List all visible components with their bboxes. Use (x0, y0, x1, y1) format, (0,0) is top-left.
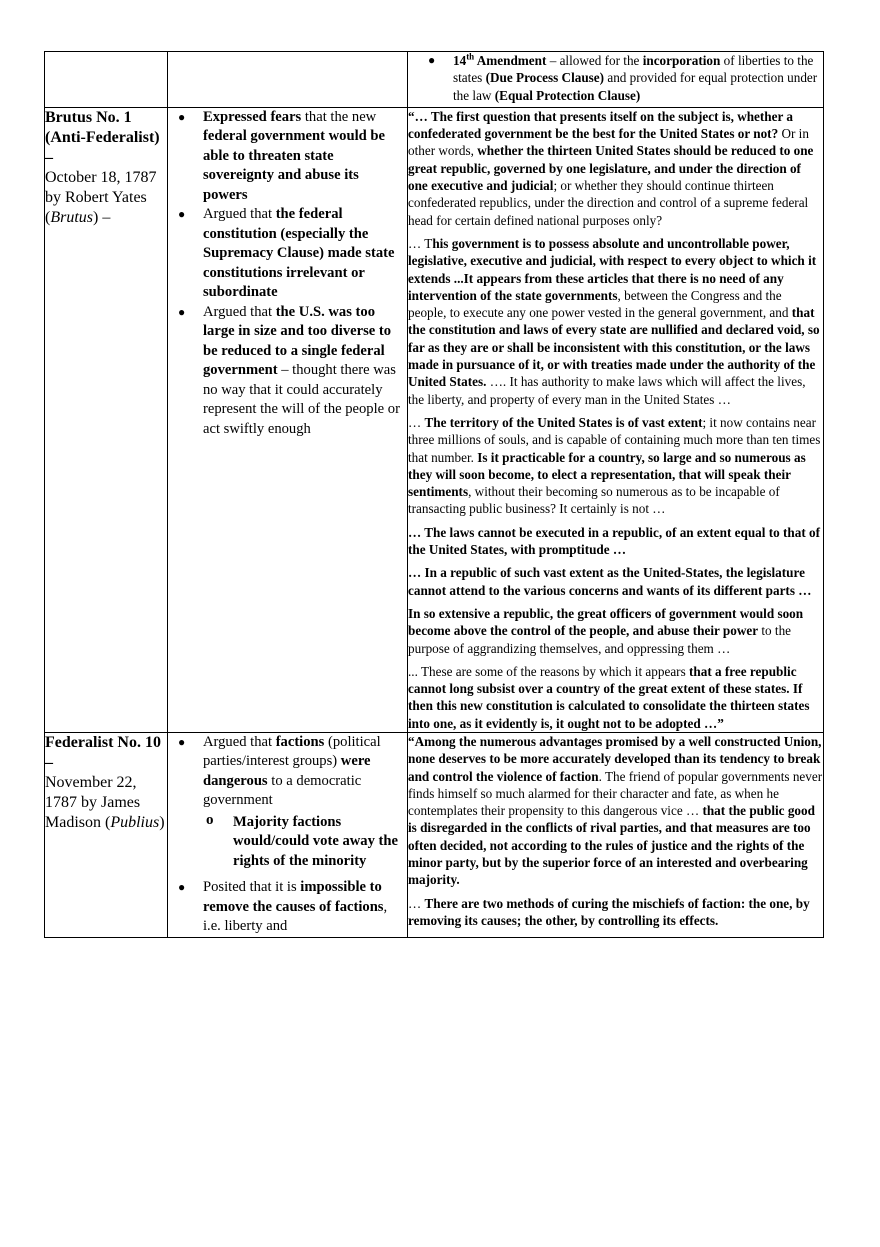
text: to the purpose of aggrandizing themselves, and oppressing them … (408, 623, 792, 656)
table-row (45, 52, 824, 108)
table-row (45, 107, 824, 732)
bold-text: In so extensive a republic, the great officers of government would soon become above the control of the people, and abuse their power (408, 605, 804, 639)
bold-text: his government is to possess absolute and uncontrollable power, legislative, executive and judicial, with respect to every object to which it extends ...It appears from these articles that there is no need of any intervention of the state governments (408, 235, 817, 303)
text: Argued that (203, 733, 276, 750)
quote-paragraph (408, 414, 823, 518)
list-item (168, 108, 407, 206)
bold-text: were dangerous (203, 753, 371, 789)
text: , i.e. liberty and (203, 898, 388, 935)
text: to a democratic government (203, 772, 362, 809)
bold-text: Expressed fears (203, 108, 302, 125)
bold-text: … The laws cannot be executed in a republic, of an extent equal to that of the United States, with promptitude … (408, 524, 820, 558)
bullet-icon: ● (428, 53, 436, 67)
bold-text: that the constitution and laws of every state are nullified and declared void, so far as they are or shall be inconsistent with this constitution, or the laws made in pursuance of it, or with treaties made under the authority of the United States. (408, 305, 820, 390)
quote-paragraph (408, 605, 823, 657)
text: ... These are some of the reasons by which it appears (408, 663, 690, 679)
text: , between the Congress and the people, to execute any one power vested in the general government, and (408, 287, 792, 321)
quote-paragraph (408, 108, 823, 229)
quote-cell (408, 107, 824, 732)
bold-text: whether the thirteen United States should be reduced to one great republic, governed by one legislature, and under the direction of one executive and judicial (408, 143, 814, 194)
text: ) – (93, 208, 111, 226)
empty-cell (168, 52, 408, 108)
bold-text: incorporation (642, 53, 721, 68)
pseudonym: Brutus (50, 208, 93, 226)
bold-text: There are two methods of curing the mischiefs of faction: the one, by removing its causes; the other, by controlling its effects. (408, 895, 810, 928)
quote-paragraph (408, 663, 823, 732)
bold-text: factions (275, 733, 325, 750)
quote-paragraph (408, 895, 823, 930)
bold-text: Majority factions would/could vote away the rights of the minority (233, 813, 398, 869)
bold-text: “… The first question that presents itself on the subject is, whether a confederated government be the best for the United States or not? (408, 108, 793, 142)
text: of liberties to the states (453, 53, 814, 86)
text: that the new (301, 108, 377, 125)
bold-text: that the public good is disregarded in the conflicts of rival parties, and that measures are too often decided, not according to the rules of justice and the rights of the minor party, but by the superior force of an interested and overbearing majority. (408, 803, 815, 888)
text: … (408, 895, 425, 911)
summary-cell (168, 732, 408, 937)
text: , without their becoming so numerous as to be incapable of transacting public business? It certainly is not … (408, 484, 780, 517)
text: Argued that (203, 206, 276, 223)
document-title-cell (45, 732, 168, 937)
amendment-cell (408, 52, 824, 108)
bold-text: “Among the numerous advantages promised by a well constructed Union, none deserves to be more accurately developed than its tendency to break and control the violence of faction (408, 733, 822, 784)
text: – allowed for the (546, 53, 643, 68)
pseudonym: Publius (110, 813, 160, 831)
text: Posited that it is (203, 879, 301, 896)
text: (political parties/interest groups) (203, 733, 381, 770)
text: …. It has authority to make laws which will affect the lives, the liberty, and property of every man in the United States … (408, 374, 806, 407)
bold-text: impossible to remove the causes of factions (203, 879, 384, 915)
list-item (168, 733, 407, 872)
quote-paragraph (408, 733, 823, 889)
list-item (168, 205, 407, 303)
quote-paragraph (408, 564, 823, 599)
text: Or in other words, (408, 126, 809, 159)
amendment-suffix: th (466, 51, 475, 62)
bold-text: The territory of the United States is of vast extent (424, 414, 703, 430)
list-item (168, 303, 407, 440)
bold-text: federal government would be able to threaten state sovereignty and abuse its powers (203, 128, 385, 203)
bold-text: the federal constitution (especially the Supremacy Clause) made state constitutions irrelevant or subordinate (203, 206, 395, 301)
text: – thought there was no way that it could accurately represent the will of the people or act swiftly enough (203, 362, 400, 437)
amendment-word: Amendment (476, 53, 547, 68)
amendment-number: 14 (453, 53, 467, 68)
text: … (408, 414, 425, 430)
bold-text: (Due Process Clause) (485, 70, 605, 86)
sub-list-item (203, 813, 407, 872)
bold-text: that a free republic cannot long subsist over a country of the great extent of these states. If then this new constitution is calculated to consolidate the thirteen states into one, as it evidently is, it ought not to be adopted …” (408, 663, 810, 731)
list-item (168, 878, 407, 937)
date-author: November 22, 1787 by James Madison ( (45, 773, 141, 831)
date-author: October 18, 1787 by Robert Yates ( (45, 168, 157, 226)
bold-text: (Equal Protection Clause) (494, 87, 641, 103)
summary-list (168, 108, 407, 440)
bold-text: the U.S. was too large in size and too diverse to be reduced to a single federal government (203, 303, 392, 379)
text: … T (408, 235, 433, 251)
summary-cell (168, 107, 408, 732)
list-item (408, 52, 823, 107)
document-table (44, 51, 824, 938)
bold-text: … In a republic of such vast extent as the United-States, the legislature cannot attend to the various concerns and wants of its different parts … (408, 565, 812, 598)
sub-list (203, 813, 407, 872)
text: . The friend of popular governments never finds himself so much alarmed for their character and fate, as when he contemplates their propensity to this dangerous vice … (408, 768, 823, 819)
text: Argued that (203, 303, 276, 320)
document-title-cell (45, 107, 168, 732)
table-row (45, 732, 824, 937)
text: and provided for equal protection under the law (453, 70, 818, 103)
document-title: Brutus No. 1 (Anti-Federalist) – (45, 108, 160, 166)
text: ; or whether they should continue thirteen confederated republics, under the direction and control of a supreme federal head for certain defined national purposes only? (408, 178, 809, 228)
quote-paragraph (408, 524, 823, 559)
quote-cell (408, 732, 824, 937)
quote-paragraph (408, 235, 823, 408)
summary-list (168, 733, 407, 937)
document-title: Federalist No. 10 – (45, 733, 161, 771)
empty-cell (45, 52, 168, 108)
text: ; it now contains near three millions of souls, and is capable of containing much more than ten times that number. (408, 414, 821, 465)
text: ) (159, 813, 165, 831)
bold-text: Is it practicable for a country, so large and so numerous as they will soon become, to elect a representation, that will speak their sentiments (408, 449, 806, 500)
